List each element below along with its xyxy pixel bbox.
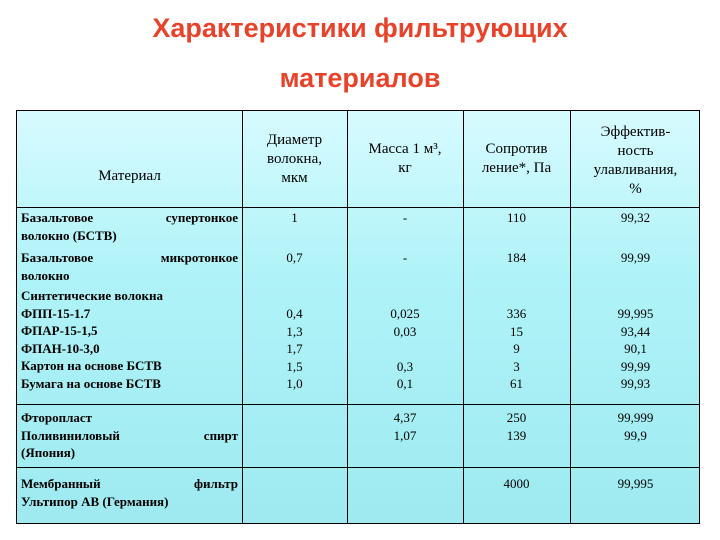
table-cell-efficiency: 99,995 — [617, 476, 654, 491]
page-title-continued: материалов — [279, 63, 441, 93]
table-cell-efficiency: 99,995 93,44 90,1 99,99 99,93 — [617, 306, 654, 391]
table-row-material: Фторопласт Поливиниловый спирт (Япония) — [21, 410, 238, 460]
header-diameter: Диаметр волокна, мкм — [266, 131, 323, 186]
table-cell-resistance: 110 — [506, 210, 527, 225]
table-row-material: Синтетические волокна ФПП-15-1.7 ФПАР-15-1,5 ФПАН-10-3,0 Картон на основе БСТВ Бумага на основе БСТВ — [21, 288, 163, 391]
table-cell-resistance: 250 139 — [506, 410, 527, 443]
table-cell-resistance: 336 15 9 3 61 — [506, 306, 527, 391]
table-row-material: Базальтовое микротонкое волокно — [21, 250, 238, 283]
table-cell-mass: 0,025 0,03 0,3 0,1 — [390, 306, 420, 391]
table-cell-resistance: 4000 — [503, 476, 530, 491]
row-divider — [17, 404, 699, 405]
header-material: Материал — [98, 167, 161, 184]
table-cell-resistance: 184 — [506, 250, 527, 265]
header-resistance: Сопротив ление*, Па — [481, 141, 552, 176]
table-cell-mass: - — [402, 250, 408, 265]
table-cell-efficiency: 99,32 — [620, 210, 651, 225]
table-cell-diameter: 0,7 — [286, 250, 303, 265]
table-cell-diameter: 1 — [291, 210, 298, 225]
header-mass: Масса 1 м³, кг — [368, 141, 442, 176]
table-cell-efficiency: 99,99 — [620, 250, 651, 265]
header-efficiency: Эффектив- ность улавливания, % — [593, 124, 678, 197]
table-row-material: Базальтовое супертонкое волокно (БСТВ) — [21, 210, 238, 243]
table-cell-mass: - — [402, 210, 408, 225]
table-cell-mass: 4,37 1,07 — [393, 410, 417, 443]
page-title: Характеристики фильтрующих — [152, 13, 568, 43]
row-divider — [17, 467, 699, 468]
table-row-material: Мембранный фильтр Ультипор АВ (Германия) — [21, 476, 238, 509]
table-cell-efficiency: 99,999 99,9 — [617, 410, 654, 443]
header-divider — [17, 207, 699, 208]
table-cell-diameter: 0,4 1,3 1,7 1,5 1,0 — [286, 306, 303, 391]
materials-table — [16, 110, 700, 524]
